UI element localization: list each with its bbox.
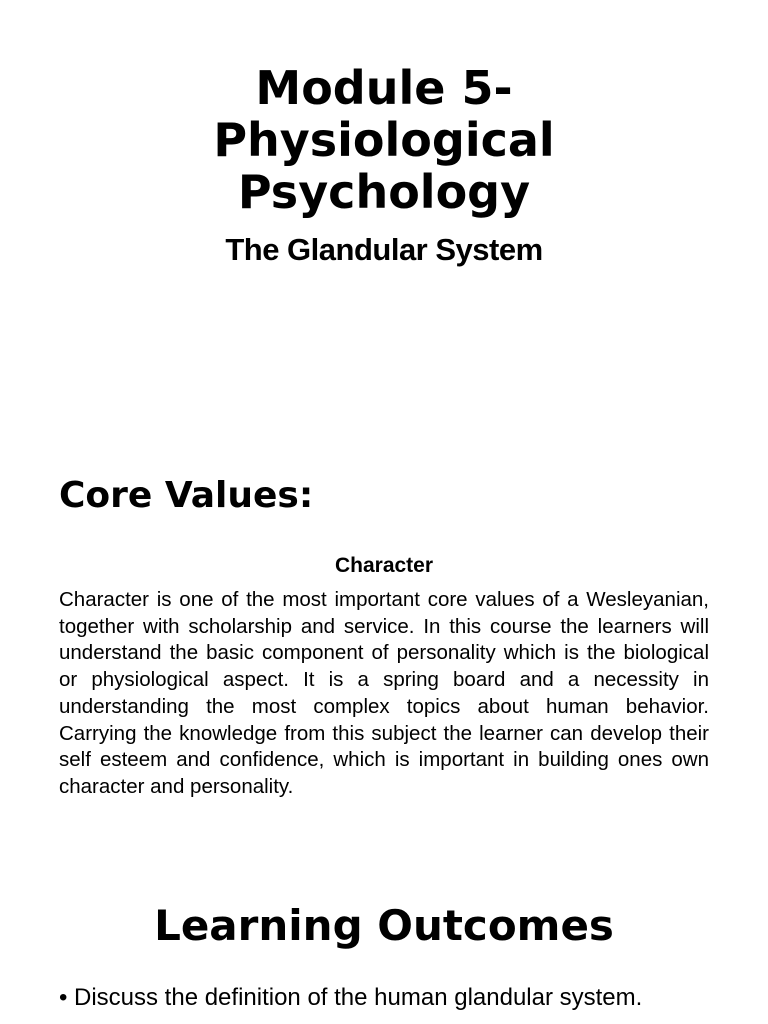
learning-outcomes-heading: Learning Outcomes xyxy=(154,901,614,950)
learning-outcome-text: Discuss the definition of the human glandular system. xyxy=(74,984,643,1011)
core-value-name: Character xyxy=(334,554,434,577)
learning-outcomes-list xyxy=(59,983,739,1013)
core-values-slide xyxy=(0,430,768,1024)
module-title xyxy=(150,62,618,218)
title-slide xyxy=(0,0,768,430)
core-value-description: Character is one of the most important core values of a Wesleyanian, together with scholarship and service. In this course the learners will understand the basic component of personality which is the biological or physiological aspect. It is a spring board and a necessity in understanding the most complex topics about human behavior. Carrying the knowledge from this subject the learner can develop their self esteem and confidence, which is important in building ones own character and personality. xyxy=(59,588,709,798)
module-title-line-2: Physiological xyxy=(213,113,555,167)
module-title-line-1: Module 5- xyxy=(255,61,513,115)
bullet-icon: • xyxy=(59,984,68,1011)
learning-outcome-item xyxy=(59,983,739,1013)
module-title-line-3: Psychology xyxy=(237,165,531,219)
core-values-heading: Core Values: xyxy=(59,475,314,516)
module-subtitle: The Glandular System xyxy=(225,232,543,267)
